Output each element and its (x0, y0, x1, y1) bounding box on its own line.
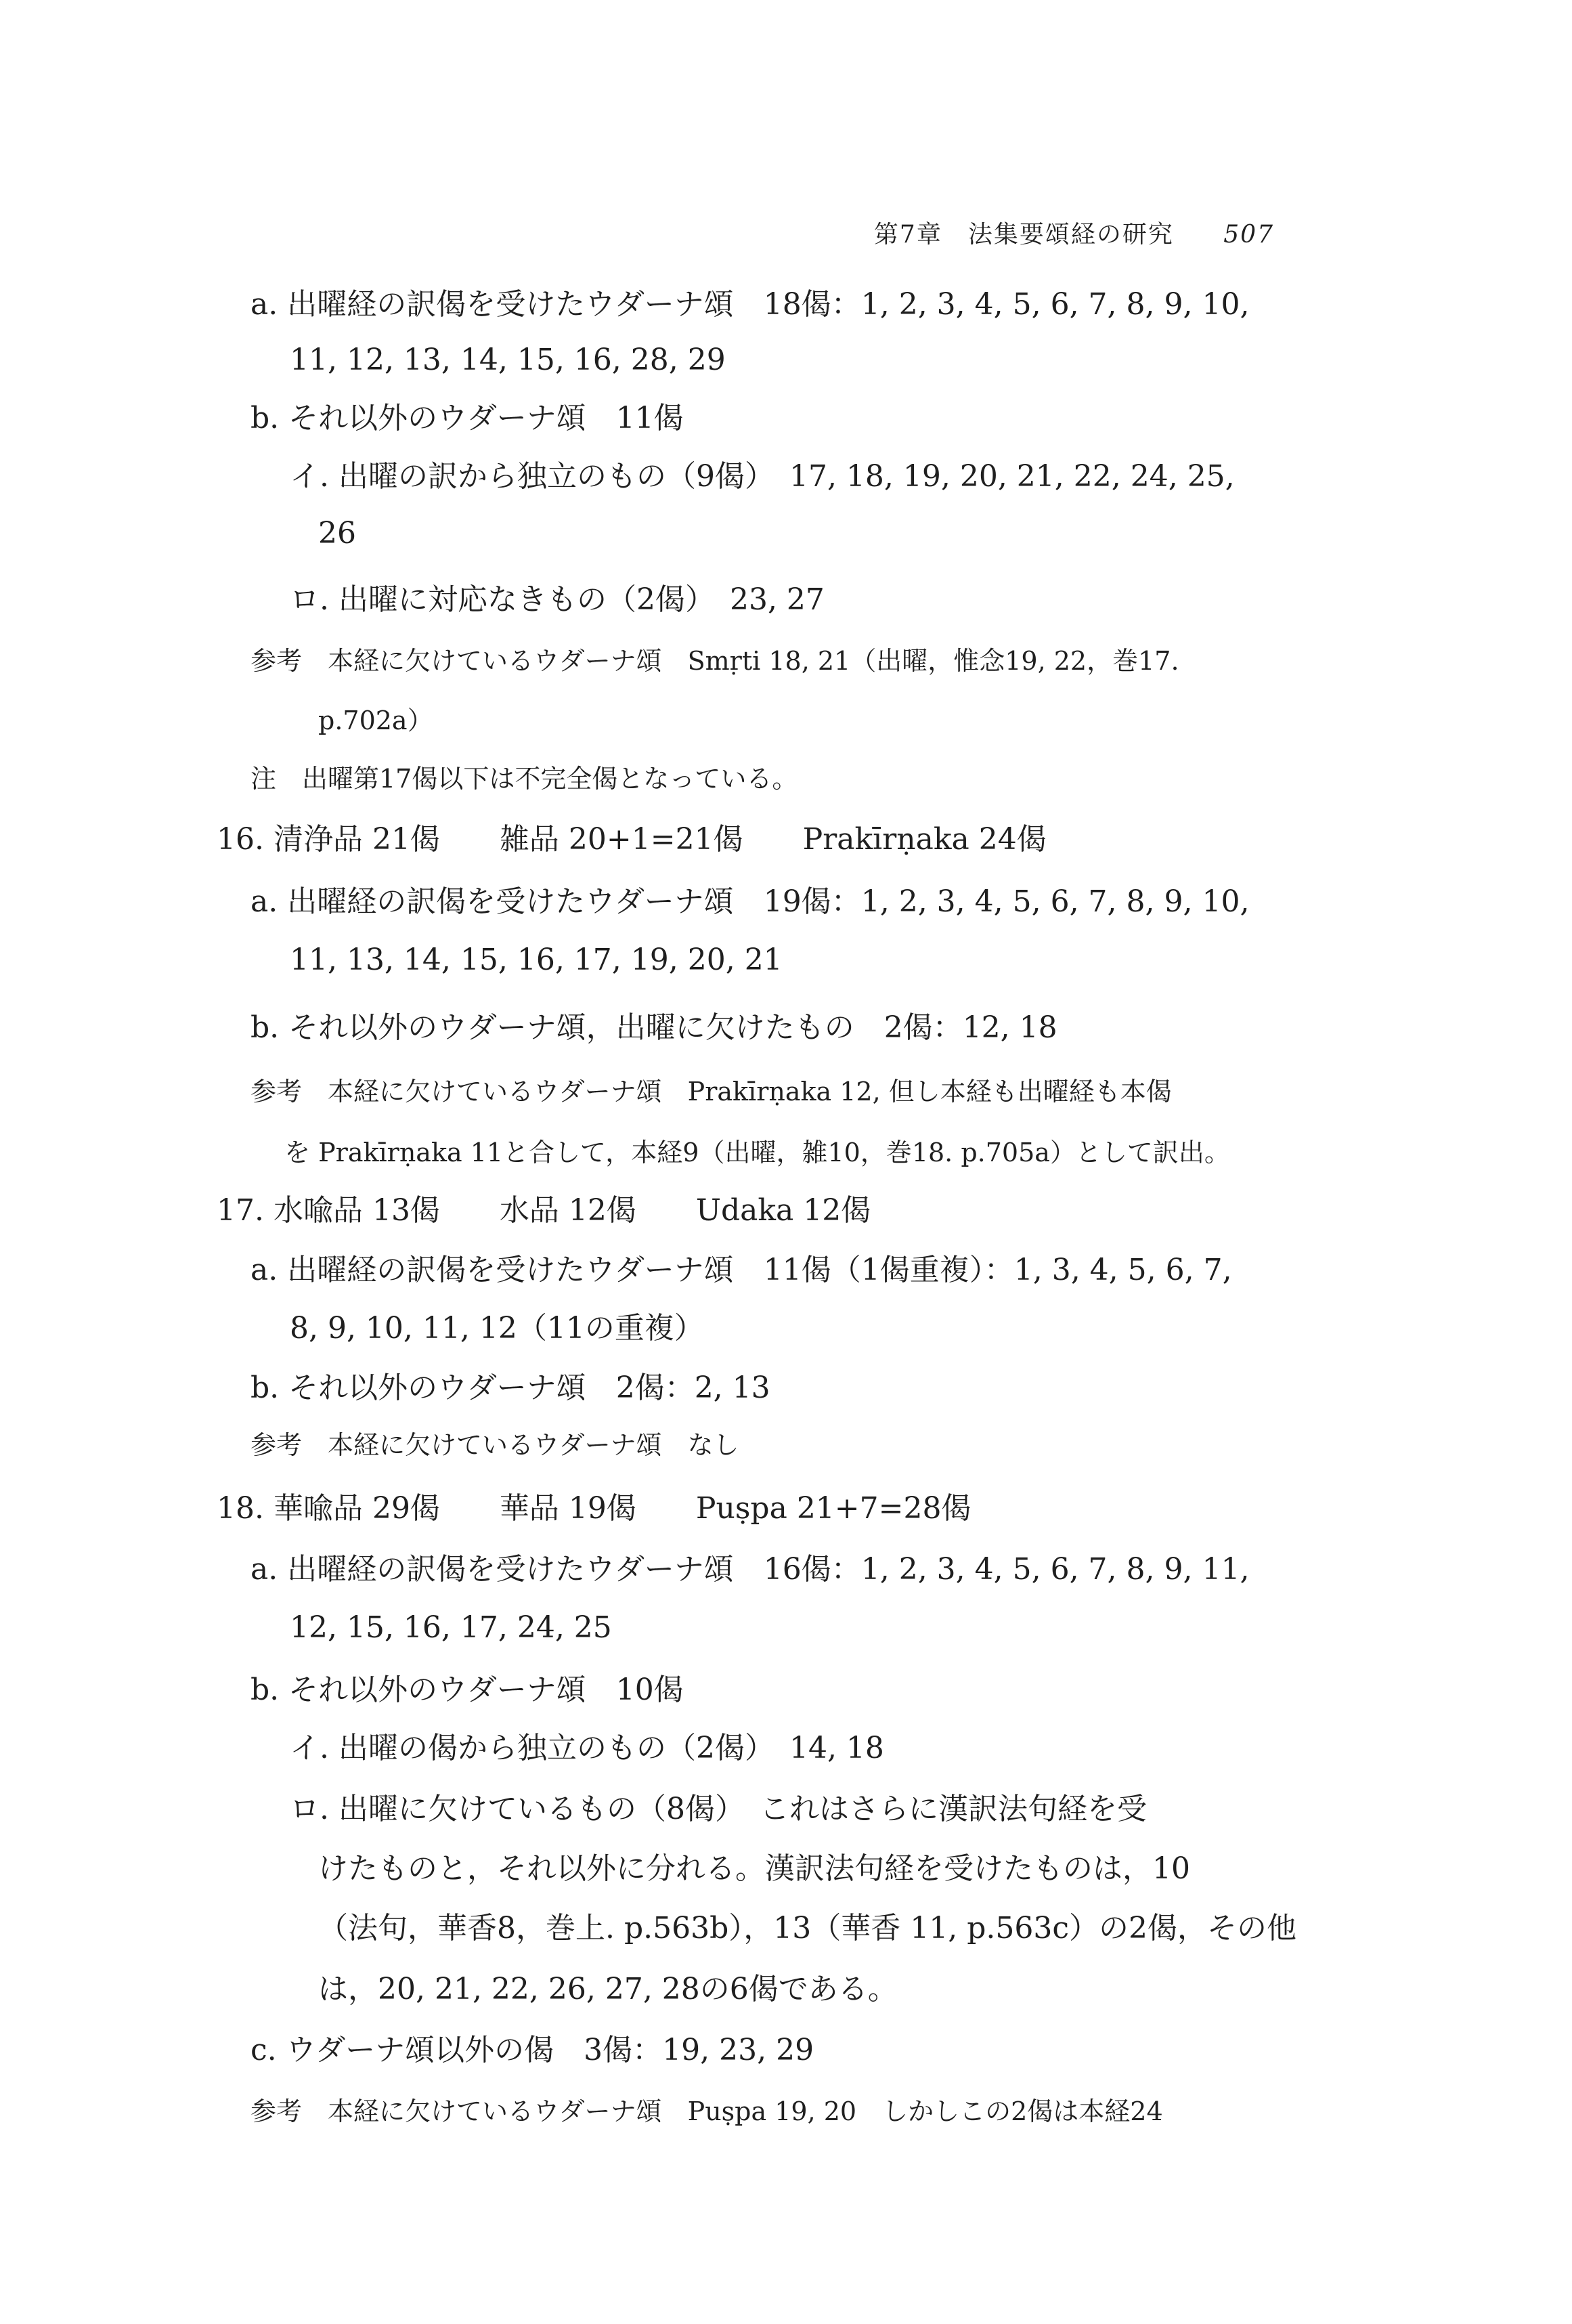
text-line: a. 出曜経の訳偈を受けたウダーナ頌 19偈：1, 2, 3, 4, 5, 6, 7, 8, 9, 10, (250, 884, 1250, 919)
text-line: 12, 15, 16, 17, 24, 25 (290, 1610, 612, 1645)
text-line: ロ. 出曜に対応なきもの（2偈） 23, 27 (290, 582, 825, 617)
text-line: a. 出曜経の訳偈を受けたウダーナ頌 18偈：1, 2, 3, 4, 5, 6, 7, 8, 9, 10, (250, 287, 1250, 322)
text-line: b. それ以外のウダーナ頌 10偈 (250, 1673, 684, 1707)
page-number: 507 (1223, 221, 1274, 249)
text-line: 11, 12, 13, 14, 15, 16, 28, 29 (290, 343, 726, 377)
text-line: 26 (318, 516, 356, 551)
text-line: イ. 出曜の偈から独立のもの（2偈） 14, 18 (290, 1731, 884, 1765)
section-heading: 17. 水喩品 13偈 水品 12偈 Udaka 12偈 (217, 1193, 871, 1228)
text-line: 11, 13, 14, 15, 16, 17, 19, 20, 21 (290, 943, 783, 977)
text-line: 参考 本経に欠けているウダーナ頌 Puṣpa 19, 20 しかしこの2偈は本経24 (250, 2096, 1163, 2126)
running-header (874, 215, 1274, 250)
section-heading: 16. 清浄品 21偈 雑品 20+1=21偈 Prakīrṇaka 24偈 (217, 822, 1047, 857)
text-line: 参考 本経に欠けているウダーナ頌 なし (250, 1430, 739, 1460)
text-line: a. 出曜経の訳偈を受けたウダーナ頌 11偈（1偈重複）：1, 3, 4, 5, 6, 7, (250, 1253, 1232, 1287)
section-heading: 18. 華喩品 29偈 華品 19偈 Puṣpa 21+7=28偈 (217, 1491, 971, 1526)
text-line: a. 出曜経の訳偈を受けたウダーナ頌 16偈：1, 2, 3, 4, 5, 6, 7, 8, 9, 11, (250, 1552, 1250, 1587)
text-line: 注 出曜第17偈以下は不完全偈となっている。 (250, 764, 798, 794)
text-line: 参考 本経に欠けているウダーナ頌 Prakīrṇaka 12, 但し本経も出曜経も本偈 (250, 1077, 1172, 1106)
text-line: b. それ以外のウダーナ頌 2偈：2, 13 (250, 1371, 770, 1405)
text-line: けたものと，それ以外に分れる。漢訳法句経を受けたものは，10 (318, 1851, 1190, 1886)
text-line: b. それ以外のウダーナ頌，出曜に欠けたもの 2偈：12, 18 (250, 1010, 1057, 1045)
chapter-title: 第7章 法集要頌経の研究 (873, 221, 1174, 249)
text-line: b. それ以外のウダーナ頌 11偈 (250, 401, 684, 435)
text-line: 参考 本経に欠けているウダーナ頌 Smṛti 18, 21（出曜，惟念19, 22，巻17. (250, 646, 1179, 676)
text-line: ロ. 出曜に欠けているもの（8偈） これはさらに漢訳法句経を受 (290, 1792, 1147, 1826)
text-line: イ. 出曜の訳から独立のもの（9偈） 17, 18, 19, 20, 21, 22, 24, 25, (290, 459, 1235, 494)
text-line: c. ウダーナ頌以外の偈 3偈：19, 23, 29 (250, 2033, 814, 2067)
text-line: を Prakīrṇaka 11と合して，本経9（出曜，雑10，巻18. p.705a）として訳出。 (284, 1138, 1230, 1167)
text-line: は，20, 21, 22, 26, 27, 28の6偈である。 (318, 1972, 898, 2006)
text-line: （法句，華香8，巻上. p.563b），13（華香 11, p.563c）の2偈，その他 (318, 1911, 1296, 1945)
text-line: p.702a） (318, 706, 433, 735)
text-line: 8, 9, 10, 11, 12（11の重複） (290, 1311, 704, 1346)
